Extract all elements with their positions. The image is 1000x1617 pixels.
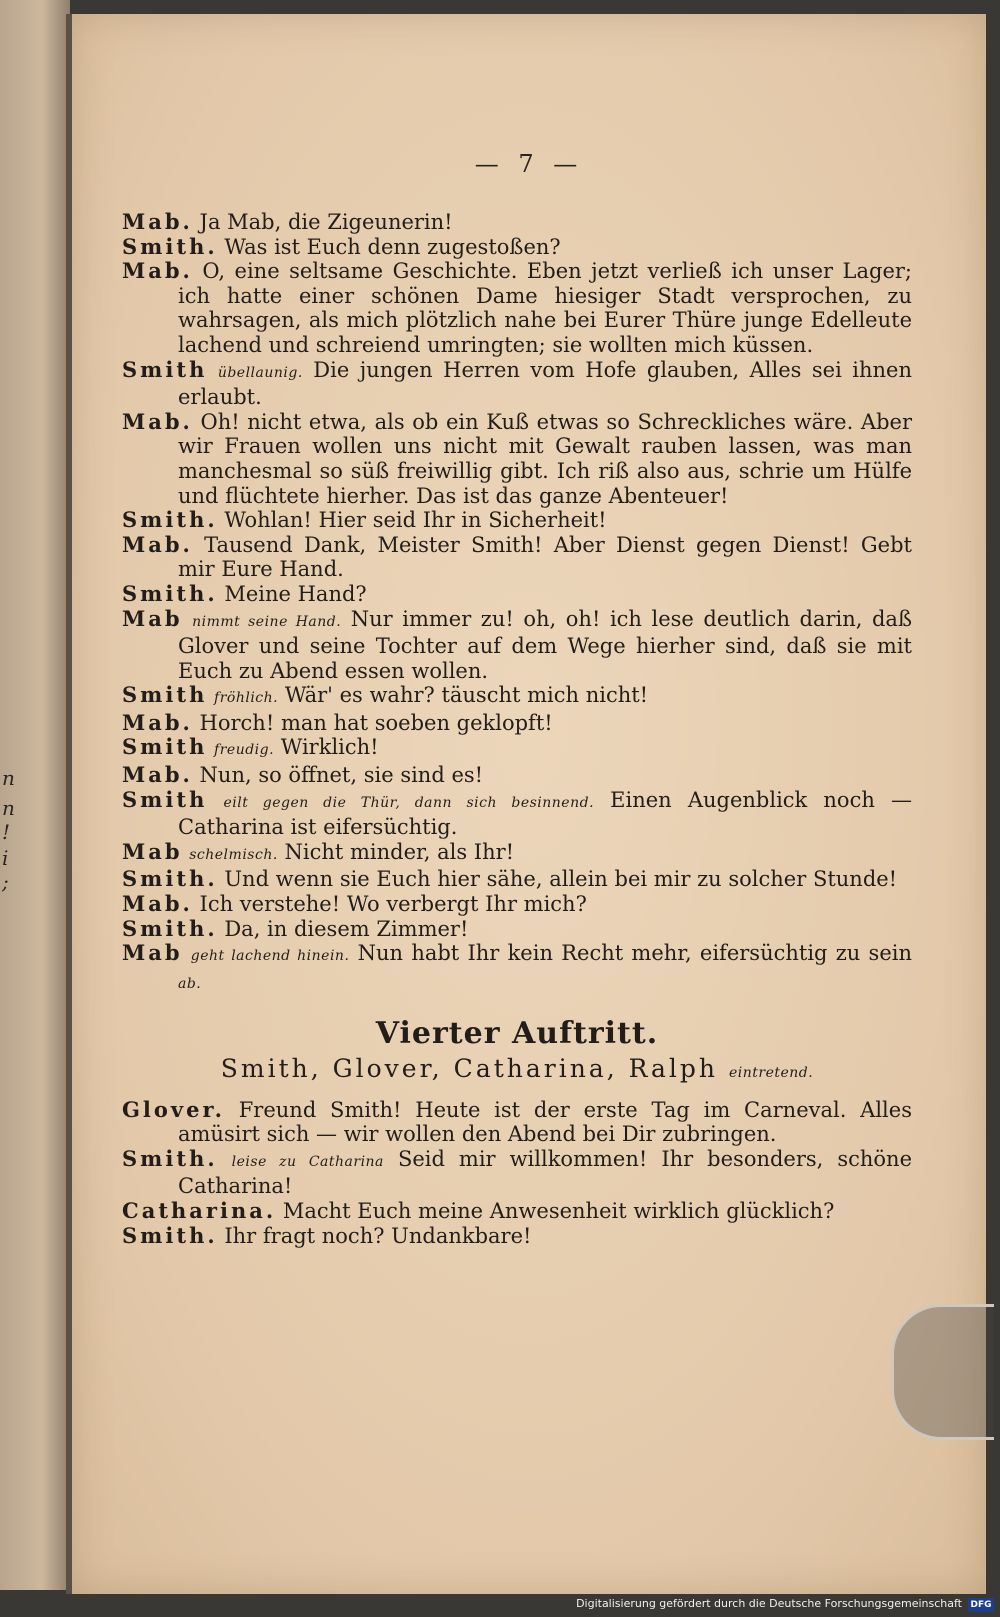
- speech-line: [122, 607, 912, 684]
- speech-line: [122, 533, 912, 582]
- speech-line: [122, 508, 912, 533]
- speaker-name: Smith: [122, 682, 208, 708]
- speech-text: Da, in diesem Zimmer!: [224, 916, 469, 941]
- speech-text: Nun habt Ihr kein Recht mehr, eifersüchtig zu sein: [357, 941, 912, 966]
- speech-line: [122, 235, 912, 260]
- speech-line: [122, 259, 912, 357]
- speech-line: [122, 735, 912, 763]
- speech-line: [122, 410, 912, 508]
- speech-text: Nun, so öffnet, sie sind es!: [199, 763, 484, 788]
- speaker-name: Smith.: [122, 915, 218, 941]
- speech-text: Wirklich!: [280, 735, 379, 760]
- speaker-name: Smith.: [122, 1145, 218, 1171]
- speech-line: [122, 917, 912, 942]
- speech-text: Seid mir willkommen!: [397, 1146, 648, 1171]
- speaker-name: Smith.: [122, 866, 218, 892]
- speaker-name: Smith.: [122, 233, 218, 259]
- stage-direction: schelmisch.: [189, 846, 278, 863]
- margin-fragment: ;: [2, 870, 9, 894]
- book-page: [66, 14, 986, 1594]
- speaker-name: Glover.: [122, 1096, 225, 1122]
- speaker-name: Mab: [122, 940, 183, 966]
- speech-text: Ihr fragt noch? Undankbare!: [224, 1223, 532, 1248]
- page-number: — 7 —: [474, 150, 584, 178]
- speech-text: Was ist Euch denn zugestoßen?: [224, 234, 561, 259]
- speaker-name: Smith.: [122, 1222, 218, 1248]
- dfg-logo: DFG: [968, 1598, 994, 1612]
- speech-text: Horch! man hat soeben geklopft!: [199, 710, 553, 735]
- stage-direction: fröhlich.: [214, 690, 279, 707]
- speech-line: [122, 358, 912, 410]
- speech-line: [122, 1224, 912, 1249]
- speaker-name: Smith: [122, 734, 208, 760]
- speech-text: Tausend Dank, Meister Smith! Aber Dienst gegen Dienst! Gebt mir Eure Hand.: [178, 532, 912, 582]
- speech-line: [122, 210, 912, 235]
- speech-text: Ich verstehe! Wo verbergt Ihr mich?: [199, 892, 587, 917]
- speech-text: Die jungen Herren vom Hofe glauben, Alles sei ihnen erlaubt.: [178, 357, 912, 410]
- speaker-name: Smith: [122, 356, 208, 382]
- stage-direction: freudig.: [214, 742, 275, 759]
- speech-line: [122, 1147, 912, 1199]
- stage-direction: nimmt seine Hand.: [192, 613, 342, 630]
- speaker-name: Mab.: [122, 709, 193, 735]
- cast-names: Smith, Glover, Catharina, Ralph: [220, 1054, 719, 1083]
- speech-line: [122, 892, 912, 917]
- speech-text: Oh! nicht etwa, als ob ein Kuß etwas so Schreckliches wäre. Aber wir Frauen wollen uns nicht mit Gewalt rauben lassen, was man manchesmal so süß freiwillig gibt. Ich riß also aus, schrie um Hülfe und flüchtete hierher. Das ist das ganze Abenteuer!: [178, 409, 912, 508]
- speaker-name: Smith: [122, 786, 208, 812]
- speaker-name: Mab: [122, 838, 183, 864]
- speaker-name: Catharina.: [122, 1197, 277, 1223]
- speaker-name: Mab.: [122, 209, 193, 234]
- speech-text: Ja Mab, die Zigeunerin!: [199, 210, 453, 234]
- speaker-name: Mab.: [122, 531, 193, 557]
- speaker-name: Mab.: [122, 891, 193, 917]
- speech-line: [122, 1199, 912, 1224]
- stage-direction: geht lachend hinein.: [190, 948, 350, 965]
- speech-line: [122, 582, 912, 607]
- footer-credit: Digitalisierung gefördert durch die Deutsche Forschungsgemeinschaft: [576, 1597, 962, 1610]
- speech-text: Macht Euch meine Anwesenheit wirklich glücklich?: [282, 1198, 835, 1223]
- speech-text: Einen Augenblick noch — Catharina ist eifersüchtig.: [178, 787, 912, 840]
- speaker-name: Mab.: [122, 258, 193, 284]
- dialogue-section-1: [122, 210, 912, 996]
- margin-fragment: i: [2, 846, 9, 870]
- stage-direction: ab.: [178, 975, 202, 992]
- speech-line: [122, 1098, 912, 1147]
- speech-line: [122, 840, 912, 868]
- margin-fragment: n: [2, 766, 15, 790]
- speaker-name: Mab.: [122, 762, 193, 788]
- speech-text: Und wenn sie Euch hier sähe, allein bei mir zu solcher Stunde!: [224, 867, 898, 892]
- speech-line: [122, 683, 912, 711]
- speech-line: [122, 941, 912, 996]
- text-block: [122, 210, 912, 1248]
- speaker-name: Mab.: [122, 408, 193, 434]
- speaker-name: Smith.: [122, 507, 218, 533]
- stage-direction: leise zu Catharina: [231, 1153, 384, 1170]
- speaker-name: Smith.: [122, 580, 218, 606]
- speech-line: [122, 711, 912, 736]
- speech-text: Wohlan! Hier seid Ihr in Sicherheit!: [224, 508, 607, 533]
- speech-text: Nur immer zu! oh, oh! ich lese deutlich darin, daß Glover und seine Tochter auf dem Wege hierher sind, daß sie mit Euch zu Abend essen wollen.: [178, 606, 912, 683]
- speech-text: Ihr besonders, schöne Catharina!: [178, 1146, 913, 1199]
- speech-line: [122, 867, 912, 892]
- speech-line: [122, 763, 912, 788]
- scene-heading: Vierter Auftritt.: [375, 1016, 659, 1052]
- cast-list: [122, 1054, 912, 1086]
- speech-text: Freund Smith! Heute ist der erste Tag im Carneval. Alles amüsirt sich — wir wollen den Abend bei Dir zubringen.: [178, 1097, 912, 1147]
- speech-line: [122, 788, 912, 840]
- stage-direction: übellaunig.: [217, 364, 303, 381]
- left-page-edge: [0, 0, 70, 1590]
- dialogue-section-2: [122, 1098, 912, 1249]
- margin-fragment: !: [2, 820, 11, 844]
- speech-text: Nicht minder, als Ihr!: [284, 839, 515, 864]
- cast-direction: eintretend.: [728, 1065, 814, 1081]
- speaker-name: Mab: [122, 605, 183, 631]
- speech-text: Wär' es wahr? täuscht mich nicht!: [284, 683, 649, 708]
- stage-direction: eilt gegen die Thür, dann sich besinnend.: [223, 794, 595, 811]
- page-clip: [891, 1304, 994, 1440]
- speech-text: Meine Hand?: [224, 581, 367, 606]
- speech-text: O, eine seltsame Geschichte. Eben jetzt verließ ich unser Lager; ich hatte einer schönen Dame hiesiger Stadt versprochen, zu wahrsagen, als mich plötzlich nahe bei Eurer Thüre junge Edelleute lachend und schreiend umringten; sie wollten mich küssen.: [178, 259, 912, 357]
- margin-fragment: n: [2, 796, 15, 820]
